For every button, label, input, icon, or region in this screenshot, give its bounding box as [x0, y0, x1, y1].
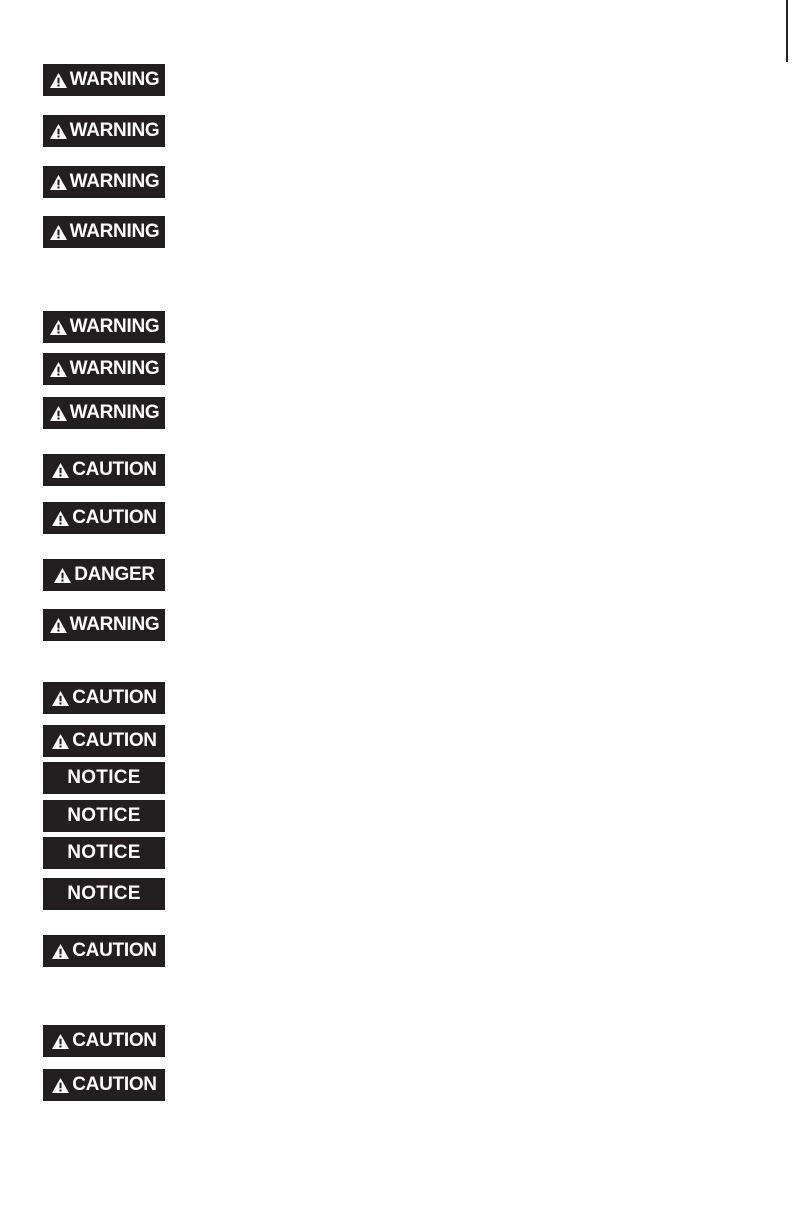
- safety-label-warning: [43, 216, 165, 248]
- safety-label-text: CAUTION: [72, 459, 157, 480]
- safety-label-text: WARNING: [69, 402, 160, 423]
- warning-triangle-icon: [49, 224, 68, 241]
- safety-label-text: WARNING: [69, 120, 160, 141]
- safety-label-text: CAUTION: [72, 730, 157, 751]
- safety-label-text: CAUTION: [72, 1074, 157, 1095]
- safety-label-text: NOTICE: [67, 842, 141, 863]
- warning-triangle-icon: [51, 1077, 70, 1094]
- safety-label-notice: [43, 762, 165, 794]
- safety-label-danger: [43, 559, 165, 591]
- safety-label-text: WARNING: [69, 171, 160, 192]
- warning-triangle-icon: [51, 1033, 70, 1050]
- page-edge-rule: [786, 0, 788, 62]
- safety-label-text: NOTICE: [67, 805, 141, 826]
- warning-triangle-icon: [51, 943, 70, 960]
- safety-label-text: CAUTION: [72, 507, 157, 528]
- warning-triangle-icon: [49, 405, 68, 422]
- safety-label-text: NOTICE: [67, 767, 141, 788]
- safety-label-caution: [43, 1069, 165, 1101]
- warning-triangle-icon: [49, 617, 68, 634]
- warning-triangle-icon: [49, 361, 68, 378]
- safety-label-warning: [43, 311, 165, 343]
- safety-label-text: CAUTION: [72, 687, 157, 708]
- safety-label-caution: [43, 725, 165, 757]
- warning-triangle-icon: [51, 733, 70, 750]
- safety-label-warning: [43, 353, 165, 385]
- warning-triangle-icon: [51, 510, 70, 527]
- safety-label-text: CAUTION: [72, 940, 157, 961]
- warning-triangle-icon: [51, 462, 70, 479]
- safety-label-caution: [43, 502, 165, 534]
- safety-label-text: WARNING: [69, 358, 160, 379]
- safety-label-notice: [43, 837, 165, 869]
- safety-label-caution: [43, 935, 165, 967]
- safety-label-warning: [43, 64, 165, 96]
- safety-label-text: WARNING: [69, 221, 160, 242]
- safety-label-notice: [43, 878, 165, 910]
- safety-label-caution: [43, 454, 165, 486]
- safety-label-text: NOTICE: [67, 883, 141, 904]
- warning-triangle-icon: [51, 690, 70, 707]
- warning-triangle-icon: [49, 72, 68, 89]
- safety-label-text: DANGER: [74, 564, 155, 585]
- safety-label-warning: [43, 397, 165, 429]
- warning-triangle-icon: [53, 567, 72, 584]
- safety-label-warning: [43, 166, 165, 198]
- safety-label-caution: [43, 682, 165, 714]
- warning-triangle-icon: [49, 123, 68, 140]
- safety-label-warning: [43, 115, 165, 147]
- warning-triangle-icon: [49, 319, 68, 336]
- safety-label-text: WARNING: [69, 69, 160, 90]
- safety-label-notice: [43, 800, 165, 832]
- safety-label-caution: [43, 1025, 165, 1057]
- safety-label-text: CAUTION: [72, 1030, 157, 1051]
- warning-triangle-icon: [49, 174, 68, 191]
- safety-label-warning: [43, 609, 165, 641]
- safety-label-text: WARNING: [69, 316, 160, 337]
- safety-label-text: WARNING: [69, 614, 160, 635]
